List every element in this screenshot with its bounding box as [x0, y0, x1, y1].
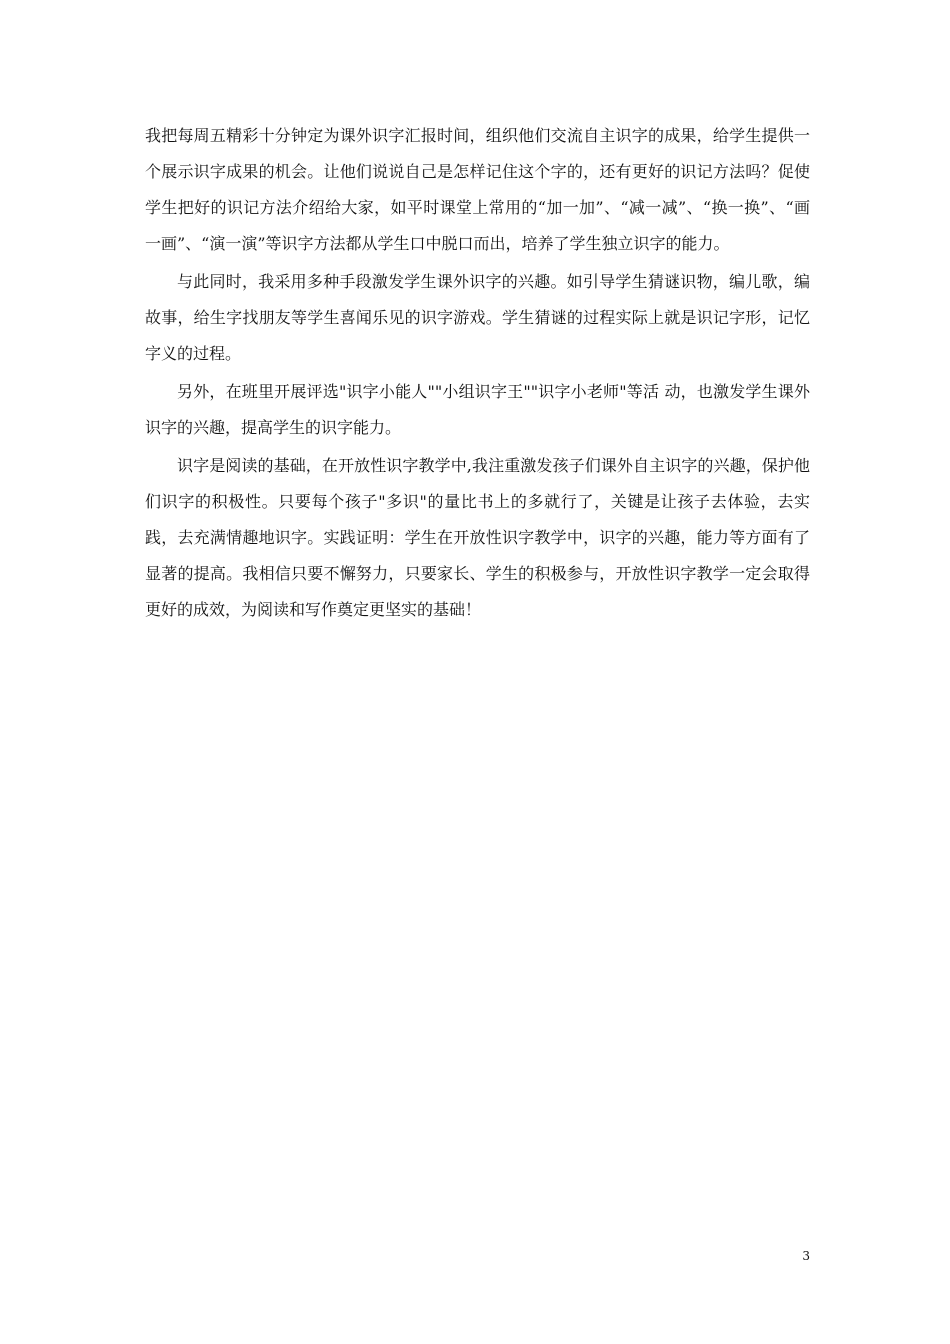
paragraph: 识字是阅读的基础，在开放性识字教学中,我注重激发孩子们课外自主识字的兴趣，保护他们识字的积极性。只要每个孩子"多识"的量比书上的多就行了，关键是让孩子去体验，去实践，去充满情趣地识字。实践证明：学生在开放性识字教学中，识字的兴趣，能力等方面有了显著的提高。我相信只要不懈努力，只要家长、学生的积极参与，开放性识字教学一定会取得更好的成效，为阅读和写作奠定更坚实的基础！	[145, 456, 810, 619]
paragraph: 与此同时，我采用多种手段激发学生课外识字的兴趣。如引导学生猜谜识物，编儿歌，编故事，给生字找朋友等学生喜闻乐见的识字游戏。学生猜谜的过程实际上就是识记字形，记忆字义的过程。	[145, 272, 810, 363]
paragraph: 另外，在班里开展评选"识字小能人""小组识字王""识字小老师"等活 动，也激发学生课外识字的兴趣，提高学生的识字能力。	[145, 382, 810, 437]
document-body	[145, 118, 810, 630]
page-number: 3	[802, 1249, 810, 1263]
paragraph-continued: 我把每周五精彩十分钟定为课外识字汇报时间，组织他们交流自主识字的成果，给学生提供一个展示识字成果的机会。让他们说说自己是怎样记住这个字的，还有更好的识记方法吗？促使学生把好的识记方法介绍给大家，如平时课堂上常用的“加一加”、“减一减”、“换一换”、“画一画”、“演一演”等识字方法都从学生口中脱口而出，培养了学生独立识字的能力。	[145, 126, 810, 253]
